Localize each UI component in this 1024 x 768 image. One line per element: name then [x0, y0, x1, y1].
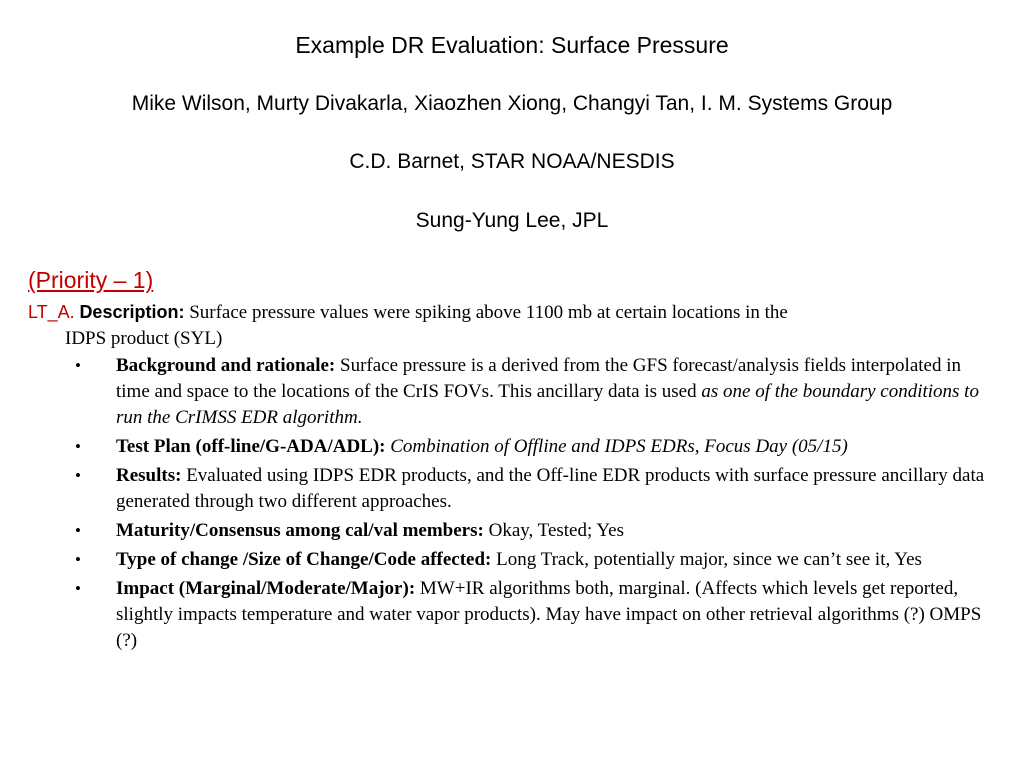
bullet-text: MW+IR algorithms both, marginal. (Affects which levels get reported, slightly impacts temperature and water vapor products). May have impact on other retrieval algorithms (?) OMPS (?) — [116, 578, 982, 651]
description-text-1: Surface pressure values were spiking above 1100 mb at certain locations in the — [189, 302, 788, 323]
bullet-text: Surface pressure is a derived from the GFS forecast/analysis fields interpolated in time and space to the locations of the CrIS FOVs. This ancillary data is used — [116, 355, 962, 402]
bullet-dot-icon: • — [75, 521, 81, 540]
bullet-background — [0, 353, 996, 431]
bullet-label: Maturity/Consensus among cal/val members: — [116, 520, 484, 541]
bullet-text: Long Track, potentially major, since we can’t see it, Yes — [496, 549, 922, 570]
bullet-dot-icon: • — [75, 550, 81, 569]
bullet-test-plan — [0, 434, 996, 460]
bullet-dot-icon: • — [75, 437, 81, 456]
priority-heading: (Priority – 1) — [28, 267, 154, 293]
bullet-label: Background and rationale: — [116, 355, 336, 376]
bullet-impact — [0, 576, 996, 654]
bullet-maturity — [0, 518, 996, 544]
bullet-dot-icon: • — [75, 356, 81, 375]
bullet-italic: Combination of Offline and IDPS EDRs, Focus Day (05/15) — [390, 436, 848, 457]
bullet-type-of-change — [0, 547, 996, 573]
description-line-2: IDPS product (SYL) — [65, 328, 223, 349]
bullet-dot-icon: • — [75, 579, 81, 598]
description-block — [28, 299, 988, 352]
authors-line-2: C.D. Barnet, STAR NOAA/NESDIS — [349, 150, 675, 173]
description-code: LT_A. — [28, 302, 75, 322]
bullet-results — [0, 463, 996, 515]
bullet-label: Type of change /Size of Change/Code affected: — [116, 549, 492, 570]
bullet-text: Okay, Tested; Yes — [488, 520, 624, 541]
bullet-dot-icon: • — [75, 466, 81, 485]
bullet-list — [0, 353, 1024, 657]
bullet-label: Results: — [116, 465, 182, 486]
bullet-italic: as one of the boundary conditions to run the CrIMSS EDR algorithm. — [116, 381, 979, 428]
bullet-label: Test Plan (off-line/G-ADA/ADL): — [116, 436, 386, 457]
authors-line-3: Sung-Yung Lee, JPL — [415, 209, 609, 232]
description-line-1 — [28, 299, 988, 326]
slide-title: Example DR Evaluation: Surface Pressure — [295, 32, 729, 58]
description-label: Description: — [79, 302, 185, 322]
bullet-text: Evaluated using IDPS EDR products, and the Off-line EDR products with surface pressure ancillary data generated through two different approaches. — [116, 465, 985, 512]
authors-line-1: Mike Wilson, Murty Divakarla, Xiaozhen Xiong, Changyi Tan, I. M. Systems Group — [131, 92, 893, 115]
bullet-label: Impact (Marginal/Moderate/Major): — [116, 578, 416, 599]
